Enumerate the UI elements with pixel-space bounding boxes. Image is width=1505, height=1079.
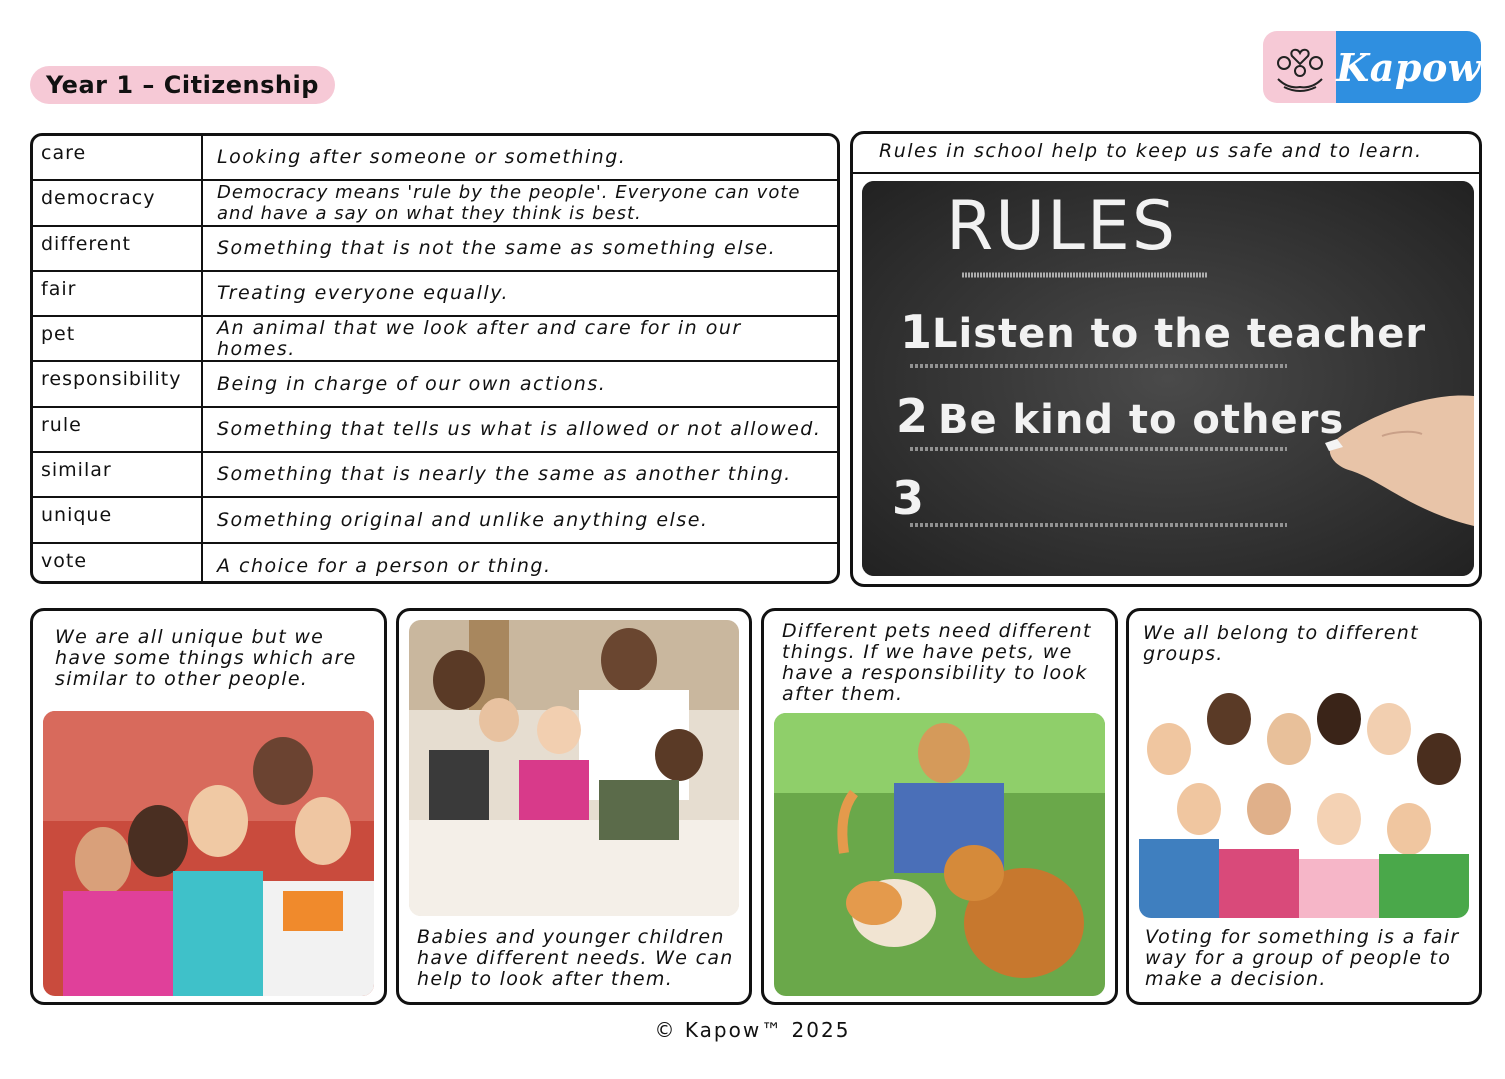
vocab-term: responsibility xyxy=(33,362,203,405)
card-text: We are all unique but we have some things which are similar to other people. xyxy=(55,626,357,690)
vocab-definition: Looking after someone or something. xyxy=(217,146,627,169)
vocab-row xyxy=(33,227,837,272)
vocab-definition: A choice for a person or thing. xyxy=(217,554,552,577)
vocab-term: pet xyxy=(33,317,203,360)
card-text: We all belong to different groups. xyxy=(1143,622,1419,665)
vocabulary-table xyxy=(30,133,840,584)
vocab-term: unique xyxy=(33,498,203,541)
rule-number: 3 xyxy=(892,471,925,525)
page-title: Year 1 – Citizenship xyxy=(30,66,335,104)
vocab-row xyxy=(33,317,837,362)
card-text: Different pets need different things. If we have pets, we have a responsibility to look after them. xyxy=(782,620,1092,705)
vocab-definition: Democracy means 'rule by the people'. Everyone can vote and have a say on what they think is best. xyxy=(217,181,801,224)
vocab-definition: Being in charge of our own actions. xyxy=(217,372,607,395)
hands-hearts-icon xyxy=(1263,31,1336,103)
vocab-term: vote xyxy=(33,544,203,584)
boy-with-cat-and-dog-photo xyxy=(774,713,1105,996)
card-text: Babies and younger children have different needs. We can help to look after them. xyxy=(417,926,734,990)
vocab-definition: Something that is not the same as something else. xyxy=(217,236,777,259)
vocab-definition: Treating everyone equally. xyxy=(217,282,510,305)
rule-text: Listen to the teacher xyxy=(932,311,1427,357)
vocab-row xyxy=(33,181,837,226)
vocab-row xyxy=(33,544,837,584)
rule-number: 1 xyxy=(900,305,933,359)
babies-card xyxy=(396,608,752,1005)
rules-panel xyxy=(850,131,1482,587)
rule-number: 2 xyxy=(896,389,929,443)
unique-card xyxy=(30,608,387,1005)
children-hugging-photo xyxy=(43,711,374,996)
vocab-term: democracy xyxy=(33,181,203,224)
kapow-logo xyxy=(1263,31,1481,103)
vocab-row xyxy=(33,136,837,181)
vocab-term: fair xyxy=(33,272,203,315)
vocab-definition: Something original and unlike anything else. xyxy=(217,508,709,531)
vocab-definition: Something that is nearly the same as another thing. xyxy=(217,463,792,486)
copyright-footer: © Kapow™ 2025 xyxy=(654,1018,851,1042)
vocab-row xyxy=(33,362,837,407)
card-text: Voting for something is a fair way for a group of people to make a decision. xyxy=(1145,926,1460,990)
group-thumbs-up-photo xyxy=(1139,679,1469,918)
vocab-definition: Something that tells us what is allowed or not allowed. xyxy=(217,417,822,440)
vocab-definition: An animal that we look after and care for in our homes. xyxy=(217,316,742,360)
vocab-term: care xyxy=(33,136,203,179)
vocab-row xyxy=(33,408,837,453)
kapow-wordmark: Kapow xyxy=(1336,31,1481,103)
vocab-term: rule xyxy=(33,408,203,451)
pets-card xyxy=(761,608,1118,1005)
rules-board-title: RULES xyxy=(946,187,1178,266)
vocab-term: similar xyxy=(33,453,203,496)
rules-caption: Rules in school help to keep us safe and to learn. xyxy=(853,134,1479,174)
vocab-row xyxy=(33,453,837,498)
vocab-row xyxy=(33,498,837,543)
vocab-term: different xyxy=(33,227,203,270)
babies-with-adults-photo xyxy=(409,620,739,916)
groups-card xyxy=(1126,608,1482,1005)
chalkboard-image xyxy=(862,181,1474,576)
vocab-row xyxy=(33,272,837,317)
rule-text: Be kind to others xyxy=(938,397,1345,443)
